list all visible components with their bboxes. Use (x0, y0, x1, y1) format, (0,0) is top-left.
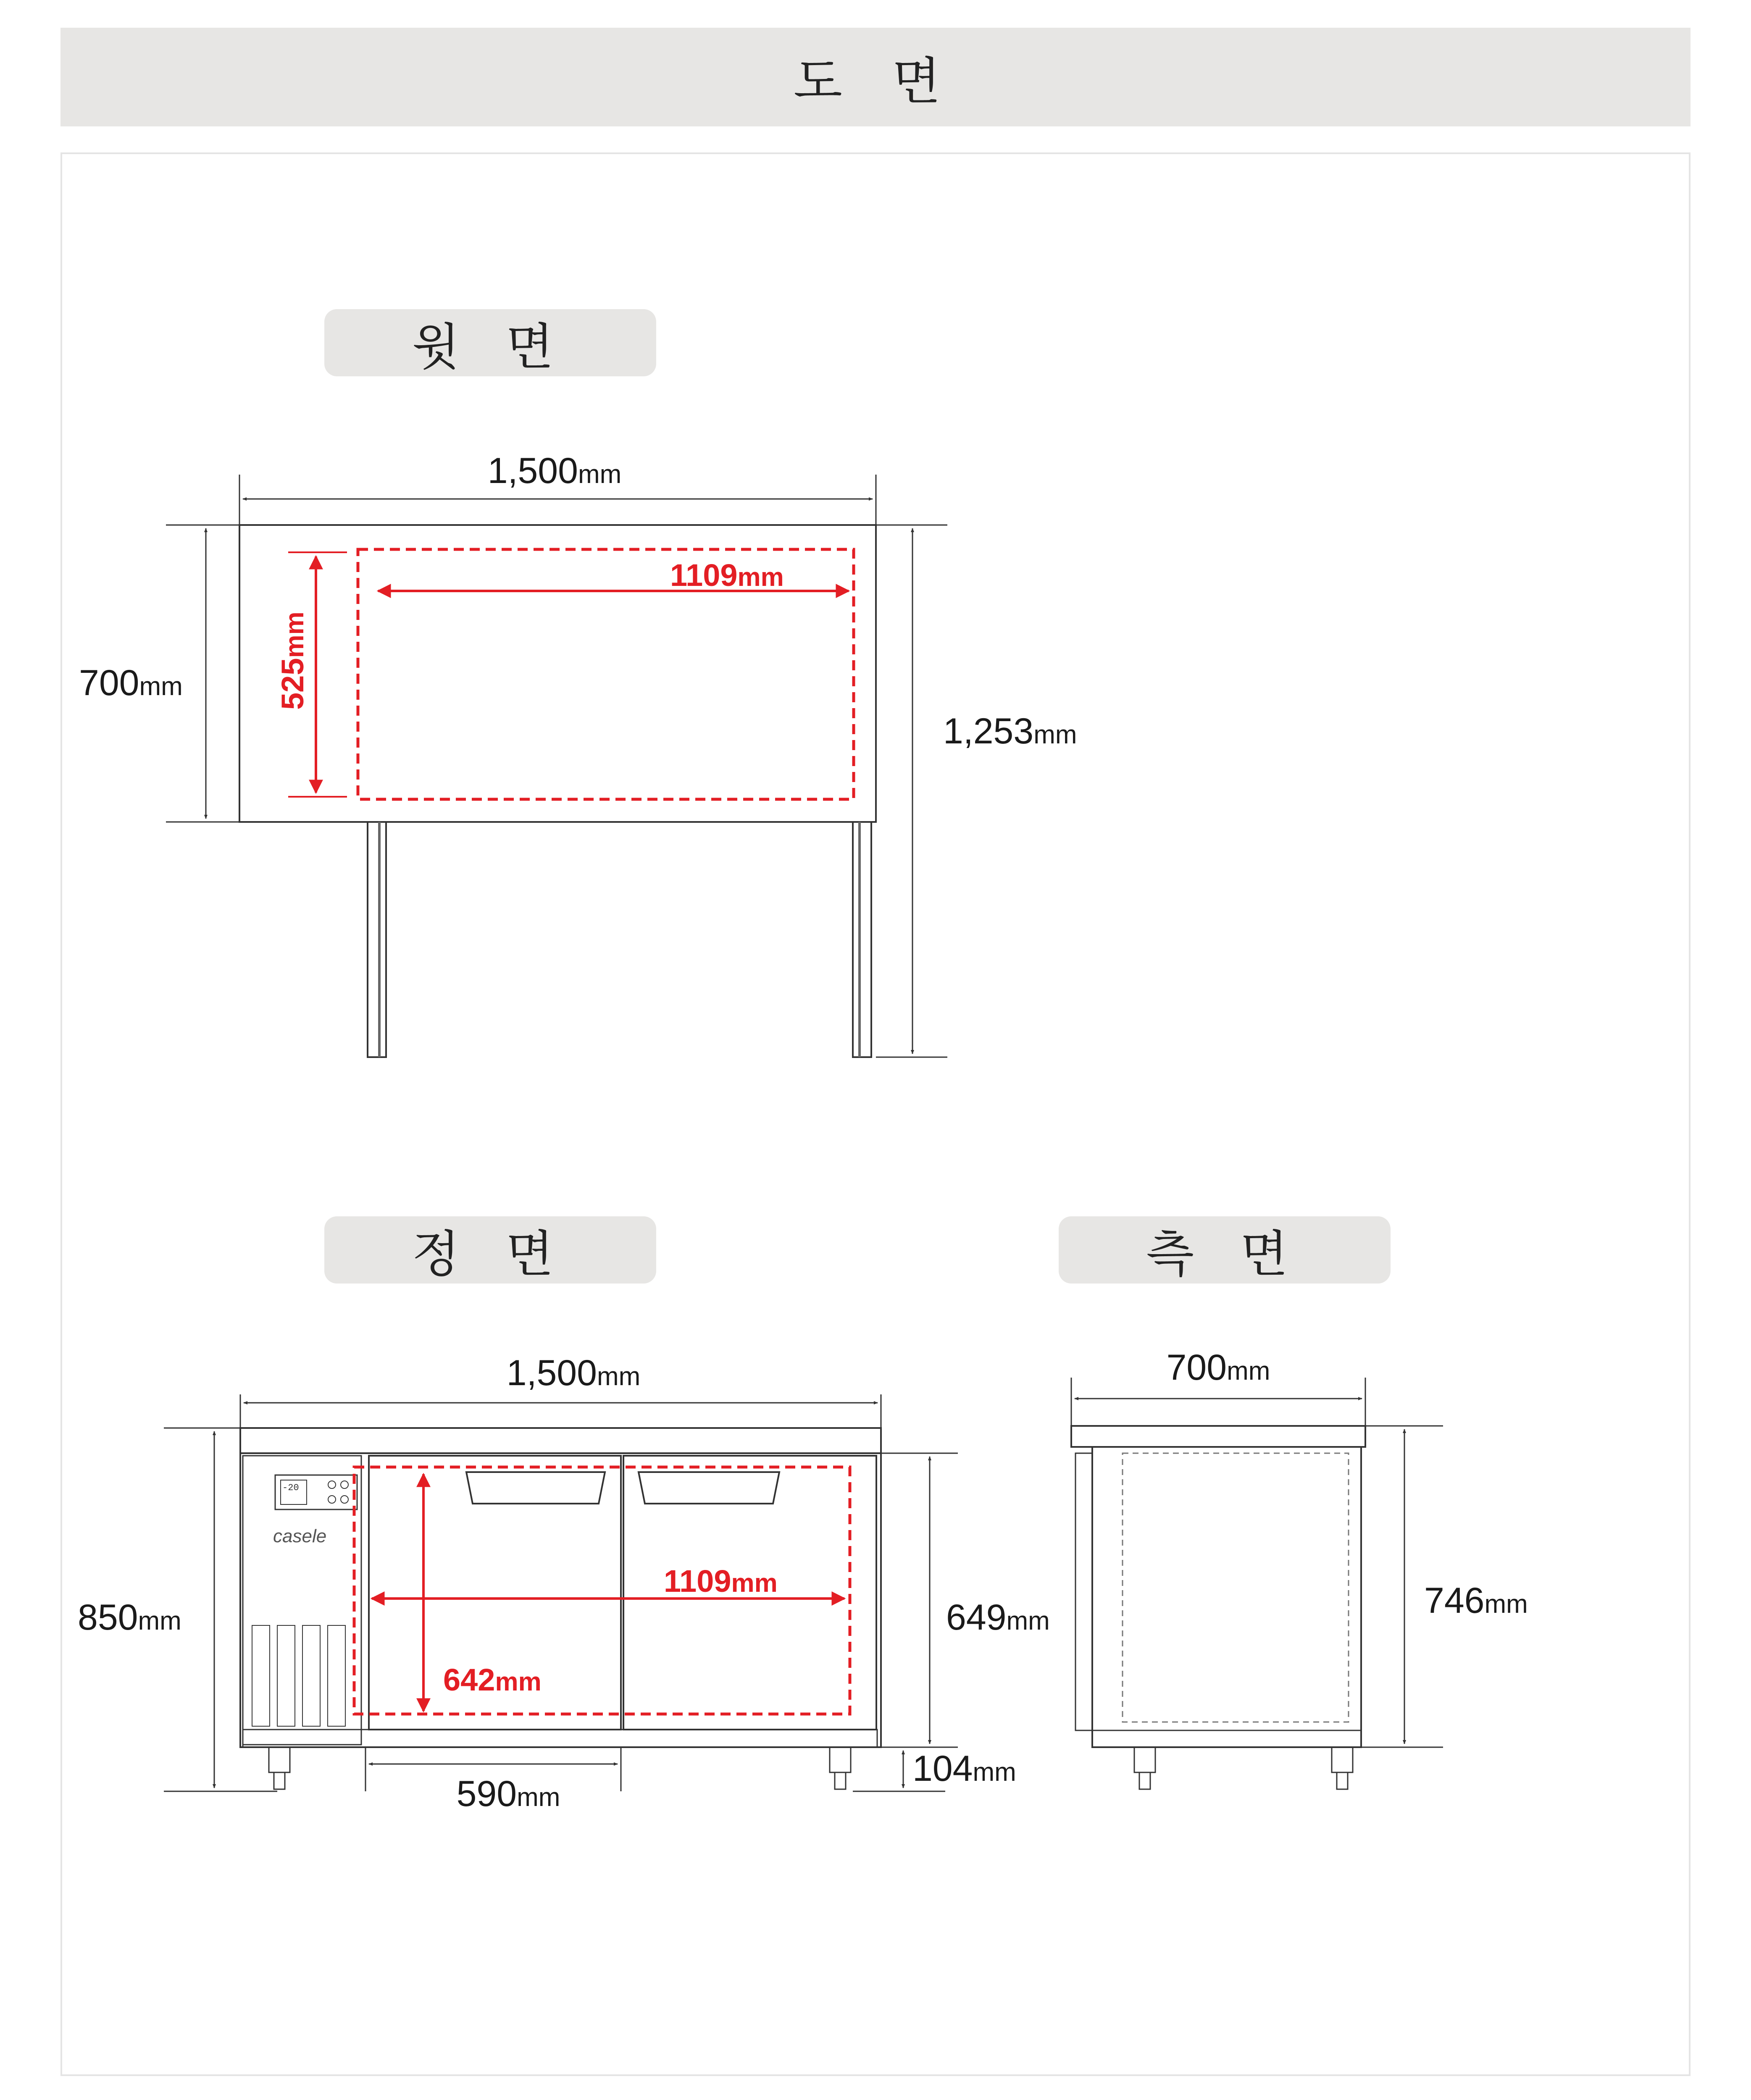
display-readout: -20 (282, 1483, 299, 1493)
front-top-slab (240, 1428, 881, 1453)
front-door-height-text: 649mm (946, 1597, 1050, 1638)
side-door-edge (1075, 1453, 1092, 1730)
top-right-leg (853, 822, 871, 1057)
front-height-text: 850mm (78, 1597, 181, 1638)
front-inner-width-text: 1109mm (664, 1564, 778, 1599)
front-view-label: 정 면 (324, 1216, 656, 1284)
top-view-label: 윗 면 (324, 309, 656, 376)
top-inner-width-text: 1109mm (670, 558, 784, 593)
side-view (1071, 1378, 1443, 1789)
page-title: 도 면 (794, 52, 957, 111)
front-width-text: 1,500mm (506, 1353, 641, 1393)
top-left-leg (368, 822, 386, 1057)
side-height-text: 746mm (1424, 1580, 1528, 1621)
side-inner-outline (1123, 1453, 1349, 1722)
top-height-text: 1,253mm (943, 711, 1077, 751)
front-leg-right (830, 1747, 851, 1772)
front-view (164, 1394, 958, 1791)
top-depth-text: 700mm (79, 663, 183, 703)
brand-logo: casele (273, 1526, 327, 1546)
side-top-slab (1071, 1426, 1365, 1447)
front-leg-left (269, 1747, 290, 1772)
side-view-label: 측 면 (1059, 1216, 1391, 1284)
side-body (1092, 1447, 1361, 1747)
top-width-text: 1,500mm (487, 451, 622, 491)
front-leg-height-text: 104mm (912, 1748, 1016, 1789)
left-door-handle (466, 1472, 605, 1504)
side-leg-left (1134, 1747, 1155, 1772)
top-view (166, 475, 947, 1057)
front-inner-height-text: 642mm (443, 1662, 542, 1697)
side-leg-right (1332, 1747, 1353, 1772)
top-inner-depth-text: 525mm (275, 612, 310, 710)
right-door-handle (639, 1472, 779, 1504)
vent-grille (252, 1625, 345, 1726)
front-door-width-text: 590mm (456, 1774, 560, 1814)
front-body (240, 1453, 881, 1747)
side-width-text: 700mm (1166, 1347, 1270, 1388)
